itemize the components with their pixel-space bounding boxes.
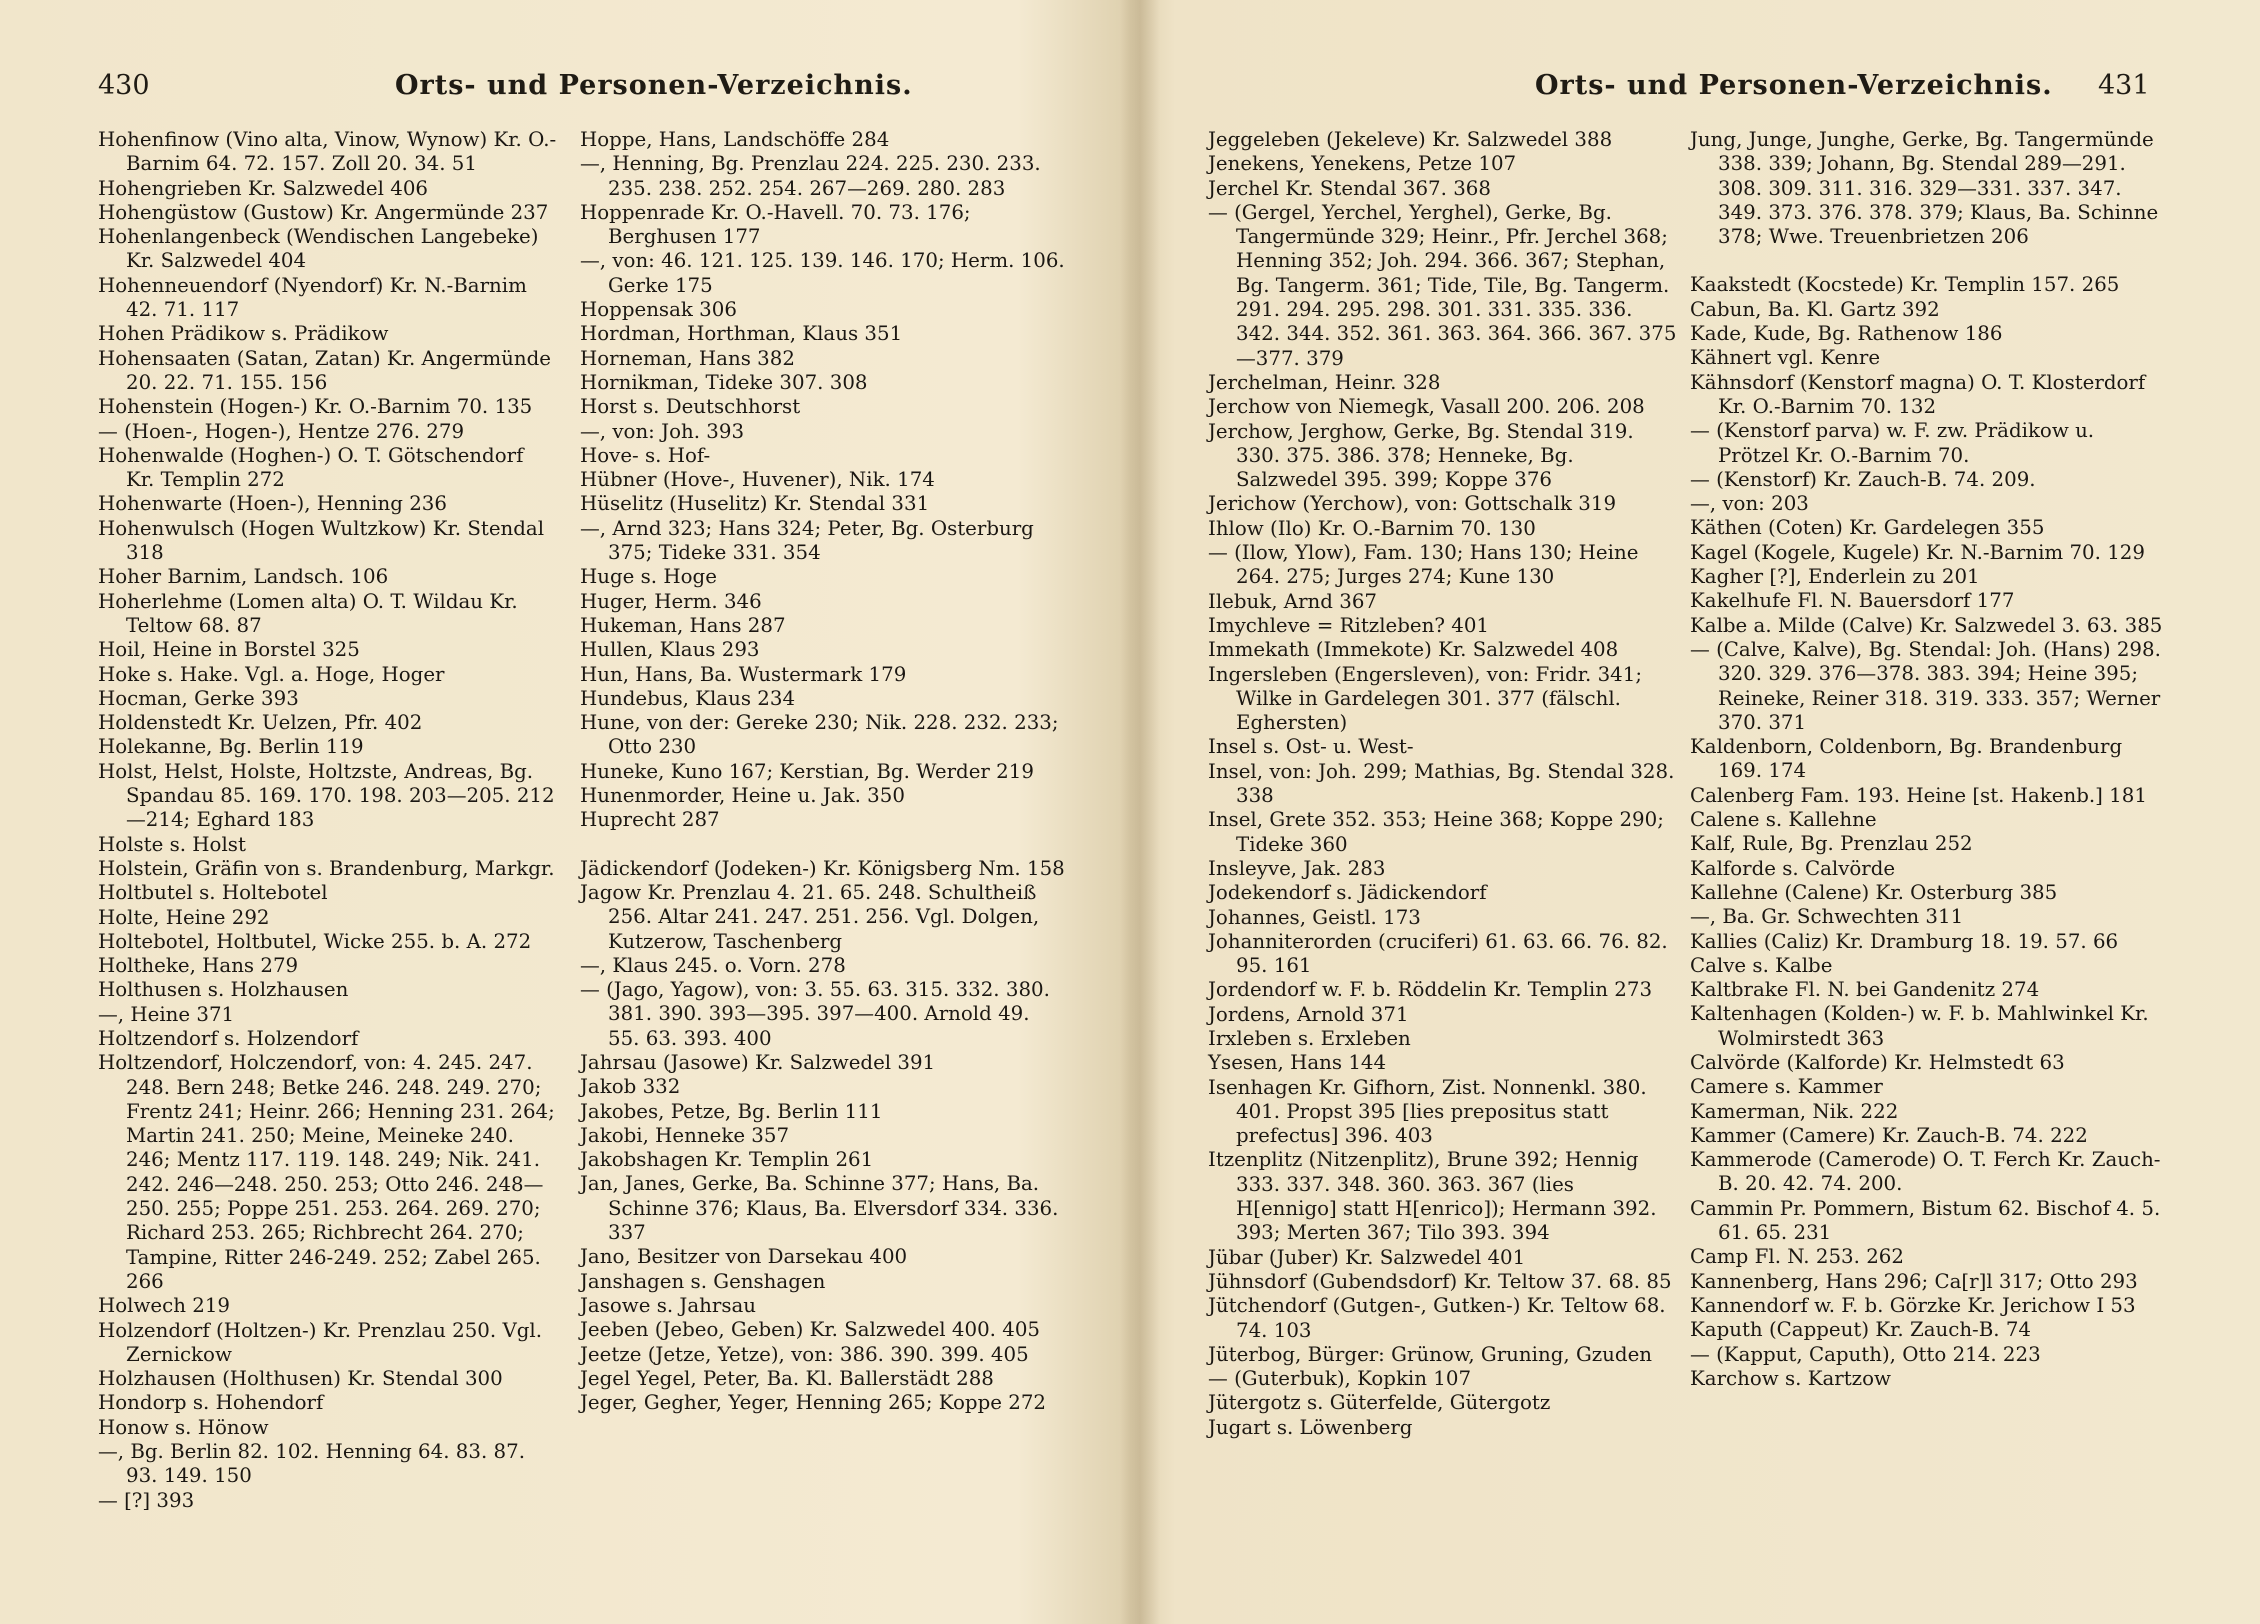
- index-entry: Horneman, Hans 382: [580, 346, 795, 370]
- index-entry: —, Arnd 323; Hans 324; Peter, Bg. Osterburg 375; Tideke 331. 354: [580, 516, 1034, 565]
- index-entry: Jüterbog, Bürger: Grünow, Gruning, Gzuden: [1208, 1342, 1653, 1366]
- index-entry: Kallies (Caliz) Kr. Dramburg 18. 19. 57. 66: [1690, 929, 2119, 953]
- right-column-2: [1690, 128, 2165, 1391]
- index-entry: Hüselitz (Huselitz) Kr. Stendal 331: [580, 492, 930, 516]
- index-entry: Jahrsau (Jasowe) Kr. Salzwedel 391: [580, 1050, 936, 1074]
- index-entry: Huge s. Hoge: [580, 565, 717, 589]
- section-gap: [580, 833, 1065, 857]
- index-entry: Hohengrieben Kr. Salzwedel 406: [98, 176, 429, 200]
- index-entry: Jerchow, Jerghow, Gerke, Bg. Stendal 319. 330. 375. 386. 378; Henneke, Bg. Salzwedel 395. 399; Koppe 376: [1208, 419, 1634, 492]
- index-entry: Kaltenhagen (Kolden-) w. F. b. Mahlwinkel Kr. Wolmirstedt 363: [1690, 1002, 2149, 1050]
- index-entry: Jegel Yegel, Peter, Ba. Kl. Ballerstädt 288: [580, 1366, 994, 1390]
- index-entry: —, Heine 371: [98, 1002, 235, 1026]
- index-entry: Hordman, Horthman, Klaus 351: [580, 322, 903, 346]
- index-entry: Jakobshagen Kr. Templin 261: [580, 1148, 874, 1172]
- right-page-number: 431: [2098, 70, 2150, 101]
- left-column-2: [580, 128, 1065, 1415]
- index-entry: — (Gergel, Yerchel, Yerghel), Gerke, Bg. Tangermünde 329; Heinr., Pfr. Jerchel 368; Henning 352; Joh. 294. 366. 367; Stephan, Bg. Tangerm. 361; Tide, Tile, Bg. Tangerm. 291. 294. 295. 298. 301. 331. 335. 336. 342. 344. 352. 361. 363. 364. 366. 367. 375—377. 379: [1208, 200, 1677, 370]
- index-entry: Jerchow von Niemegk, Vasall 200. 206. 208: [1208, 395, 1645, 419]
- index-entry: Holte, Heine 292: [98, 905, 270, 929]
- index-entry: Jakobes, Petze, Bg. Berlin 111: [580, 1099, 883, 1123]
- index-entry: Hundebus, Klaus 234: [580, 686, 796, 710]
- index-entry: —, von: 46. 121. 125. 139. 146. 170; Herm. 106. Gerke 175: [580, 249, 1065, 297]
- index-entry: Hohenfinow (Vino alta, Vinow, Wynow) Kr. O.-Barnim 64. 72. 157. Zoll 20. 34. 51: [98, 128, 557, 176]
- index-entry: Immekath (Immekote) Kr. Salzwedel 408: [1208, 638, 1619, 662]
- index-entry: Jeger, Gegher, Yeger, Henning 265; Koppe 272: [580, 1391, 1047, 1415]
- index-entry: Hoppensak 306: [580, 298, 737, 322]
- index-entry: Holstein, Gräfin von s. Brandenburg, Markgr.: [98, 856, 555, 880]
- index-entry: Kannenberg, Hans 296; Ca[r]l 317; Otto 293: [1690, 1269, 2138, 1293]
- index-entry: — [?] 393: [98, 1488, 195, 1512]
- right-header: [1130, 70, 2260, 110]
- index-entry: Janshagen s. Genshagen: [580, 1269, 826, 1293]
- index-entry: Ilebuk, Arnd 367: [1208, 589, 1378, 613]
- index-entry: Hohenstein (Hogen-) Kr. O.-Barnim 70. 135: [98, 395, 533, 419]
- index-entry: Kakelhufe Fl. N. Bauersdorf 177: [1690, 589, 2015, 613]
- index-entry: Hondorp s. Hohendorf: [98, 1391, 324, 1415]
- index-entry: Ingersleben (Engersleven), von: Fridr. 341; Wilke in Gardelegen 301. 377 (fälschl. Eghersten): [1208, 662, 1643, 735]
- index-entry: Kammer (Camere) Kr. Zauch-B. 74. 222: [1690, 1123, 2088, 1147]
- index-entry: Kammerode (Camerode) O. T. Ferch Kr. Zauch-B. 20. 42. 74. 200.: [1690, 1148, 2161, 1196]
- left-column-1: [98, 128, 558, 1513]
- index-entry: Hocman, Gerke 393: [98, 686, 299, 710]
- index-entry: Isenhagen Kr. Gifhorn, Zist. Nonnenkl. 380. 401. Propst 395 [lies prepositus statt prefectus] 396. 403: [1208, 1075, 1647, 1148]
- index-entry: Hohengüstow (Gustow) Kr. Angermünde 237: [98, 200, 549, 224]
- index-entry: Kähnert vgl. Kenre: [1690, 346, 1881, 370]
- index-entry: — (Kenstorf) Kr. Zauch-B. 74. 209.: [1690, 467, 2036, 491]
- index-entry: —, Klaus 245. o. Vorn. 278: [580, 953, 846, 977]
- index-entry: Jordendorf w. F. b. Röddelin Kr. Templin 273: [1208, 978, 1653, 1002]
- index-entry: Hune, von der: Gereke 230; Nik. 228. 232. 233; Otto 230: [580, 711, 1059, 759]
- index-entry: Cabun, Ba. Kl. Gartz 392: [1690, 297, 1940, 321]
- index-entry: Jung, Junge, Junghe, Gerke, Bg. Tangermünde 338. 339; Johann, Bg. Stendal 289—291. 308. 309. 311. 316. 329—331. 337. 347. 349. 373. 376. 378. 379; Klaus, Ba. Schinne 378; Wwe. Treuenbrietzen 206: [1690, 128, 2159, 249]
- index-entry: Hoppenrade Kr. O.-Havell. 70. 73. 176; Berghusen 177: [580, 200, 971, 249]
- index-entry: Käthen (Coten) Kr. Gardelegen 355: [1690, 516, 2045, 540]
- index-entry: Kaldenborn, Coldenborn, Bg. Brandenburg 169. 174: [1690, 735, 2123, 783]
- index-entry: Kalbe a. Milde (Calve) Kr. Salzwedel 3. 63. 385: [1690, 613, 2163, 637]
- index-entry: Holzhausen (Holthusen) Kr. Stendal 300: [98, 1367, 503, 1391]
- index-entry: — (Guterbuk), Kopkin 107: [1208, 1367, 1472, 1391]
- index-entry: Hoherlehme (Lomen alta) O. T. Wildau Kr. Teltow 68. 87: [98, 589, 518, 637]
- index-entry: Jenekens, Yenekens, Petze 107: [1208, 152, 1517, 176]
- left-page-number: 430: [98, 70, 150, 101]
- index-entry: Calene s. Kallehne: [1690, 808, 1877, 832]
- index-entry: Jakob 332: [580, 1075, 681, 1099]
- index-entry: Jerchelman, Heinr. 328: [1208, 370, 1441, 394]
- index-entry: Hohenneuendorf (Nyendorf) Kr. N.-Barnim 42. 71. 117: [98, 273, 527, 322]
- index-entry: Camp Fl. N. 253. 262: [1690, 1245, 1904, 1269]
- index-entry: Jütchendorf (Gutgen-, Gutken-) Kr. Teltow 68. 74. 103: [1208, 1294, 1666, 1342]
- index-entry: Kagher [?], Enderlein zu 201: [1690, 565, 1980, 589]
- index-entry: —, Henning, Bg. Prenzlau 224. 225. 230. 233. 235. 238. 252. 254. 267—269. 280. 283: [580, 152, 1041, 200]
- index-entry: — (Calve, Kalve), Bg. Stendal: Joh. (Hans) 298. 320. 329. 376—378. 383. 394; Heine 395; Reineke, Reiner 318. 319. 333. 357; Werner 370. 371: [1690, 637, 2161, 734]
- index-entry: Holwech 219: [98, 1294, 230, 1318]
- index-entry: Hohenwalde (Hoghen-) O. T. Götschendorf Kr. Templin 272: [98, 443, 524, 492]
- index-entry: Hohenwarte (Hoen-), Henning 236: [98, 492, 447, 516]
- index-entry: Jodekendorf s. Jädickendorf: [1208, 881, 1487, 905]
- index-entry: Hübner (Hove-, Huvener), Nik. 174: [580, 468, 935, 492]
- index-entry: Hoher Barnim, Landsch. 106: [98, 565, 389, 589]
- left-running-title: Orts- und Personen-Verzeichnis.: [395, 70, 913, 101]
- index-entry: Johanniterorden (cruciferi) 61. 63. 66. 76. 82. 95. 161: [1208, 929, 1668, 978]
- index-entry: Jordens, Arnold 371: [1208, 1002, 1409, 1026]
- index-entry: Hullen, Klaus 293: [580, 638, 760, 662]
- index-entry: Jerchel Kr. Stendal 367. 368: [1208, 176, 1491, 200]
- index-entry: — (Kenstorf parva) w. F. zw. Prädikow u. Prötzel Kr. O.-Barnim 70.: [1690, 419, 2095, 467]
- index-entry: Kaakstedt (Kocstede) Kr. Templin 157. 265: [1690, 273, 2120, 297]
- index-entry: Cammin Pr. Pommern, Bistum 62. Bischof 4. 5. 61. 65. 231: [1690, 1196, 2161, 1245]
- index-entry: Holtebotel, Holtbutel, Wicke 255. b. A. 272: [98, 929, 532, 953]
- index-entry: Kallehne (Calene) Kr. Osterburg 385: [1690, 880, 2058, 904]
- index-entry: Kalf, Rule, Bg. Prenzlau 252: [1690, 832, 1973, 856]
- index-entry: Hove- s. Hof-: [580, 443, 711, 467]
- index-entry: Honow s. Hönow: [98, 1415, 269, 1439]
- index-entry: Camere s. Kammer: [1690, 1075, 1883, 1099]
- right-running-title: Orts- und Personen-Verzeichnis.: [1535, 70, 2053, 101]
- index-entry: Hukeman, Hans 287: [580, 613, 786, 637]
- index-entry: Huneke, Kuno 167; Kerstian, Bg. Werder 219: [580, 759, 1034, 783]
- index-entry: Jasowe s. Jahrsau: [580, 1293, 757, 1317]
- index-entry: Irxleben s. Erxleben: [1208, 1026, 1411, 1050]
- index-entry: Insel, von: Joh. 299; Mathias, Bg. Stendal 328. 338: [1208, 759, 1675, 808]
- index-entry: Johannes, Geistl. 173: [1208, 905, 1421, 929]
- index-entry: Holtbutel s. Holtebotel: [98, 881, 328, 905]
- index-entry: Karchow s. Kartzow: [1690, 1366, 1891, 1390]
- index-entry: Holdenstedt Kr. Uelzen, Pfr. 402: [98, 711, 423, 735]
- right-column-1: [1208, 128, 1678, 1440]
- index-entry: Hohenwulsch (Hogen Wultzkow) Kr. Stendal 318: [98, 516, 545, 565]
- index-entry: Kalforde s. Calvörde: [1690, 856, 1896, 880]
- index-entry: Hoppe, Hans, Landschöffe 284: [580, 128, 890, 151]
- index-entry: Jeggeleben (Jekeleve) Kr. Salzwedel 388: [1208, 128, 1613, 151]
- index-entry: Holekanne, Bg. Berlin 119: [98, 735, 364, 759]
- index-entry: Kannendorf w. F. b. Görzke Kr. Jerichow I 53: [1690, 1293, 2136, 1317]
- section-gap: [1690, 249, 2165, 273]
- index-entry: — (Kapput, Caputh), Otto 214. 223: [1690, 1342, 2041, 1366]
- index-entry: Holste s. Holst: [98, 832, 246, 856]
- index-entry: Jano, Besitzer von Darsekau 400: [580, 1245, 908, 1269]
- index-entry: Jagow Kr. Prenzlau 4. 21. 65. 248. Schultheiß 256. Altar 241. 247. 251. 256. Vgl. Dolgen, Kutzerow, Taschenberg: [580, 880, 1040, 953]
- index-entry: —, von: 203: [1690, 492, 1809, 516]
- index-entry: Kade, Kude, Bg. Rathenow 186: [1690, 322, 2003, 346]
- index-entry: Jütergotz s. Güterfelde, Gütergotz: [1208, 1391, 1551, 1415]
- index-entry: Hunenmorder, Heine u. Jak. 350: [580, 784, 905, 808]
- index-entry: Calenberg Fam. 193. Heine [st. Hakenb.] 181: [1690, 783, 2147, 807]
- index-entry: Horst s. Deutschhorst: [580, 395, 801, 419]
- index-entry: Hoke s. Hake. Vgl. a. Hoge, Hoger: [98, 662, 445, 686]
- index-entry: Kaltbrake Fl. N. bei Gandenitz 274: [1690, 978, 2040, 1002]
- index-entry: Jühnsdorf (Gubendsdorf) Kr. Teltow 37. 68. 85: [1208, 1269, 1672, 1293]
- index-entry: Kaputh (Cappeut) Kr. Zauch-B. 74: [1690, 1318, 2032, 1342]
- index-entry: — (Hoen-, Hogen-), Hentze 276. 279: [98, 419, 465, 443]
- index-entry: —, Bg. Berlin 82. 102. Henning 64. 83. 87. 93. 149. 150: [98, 1440, 525, 1488]
- index-entry: Hun, Hans, Ba. Wustermark 179: [580, 662, 907, 686]
- index-entry: Kähnsdorf (Kenstorf magna) O. T. Klosterdorf Kr. O.-Barnim 70. 132: [1690, 370, 2146, 418]
- index-entry: Holst, Helst, Holste, Holtzste, Andreas, Bg. Spandau 85. 169. 170. 198. 203—205. 212—214; Eghard 183: [98, 759, 555, 832]
- index-entry: Jan, Janes, Gerke, Ba. Schinne 377; Hans, Ba. Schinne 376; Klaus, Ba. Elversdorf 334. 336. 337: [580, 1172, 1059, 1245]
- index-entry: Insleyve, Jak. 283: [1208, 856, 1386, 880]
- index-entry: Holtzendorf s. Holzendorf: [98, 1026, 359, 1050]
- index-entry: Kagel (Kogele, Kugele) Kr. N.-Barnim 70. 129: [1690, 540, 2145, 564]
- right-page: [1130, 0, 2260, 1624]
- index-entry: Calvörde (Kalforde) Kr. Helmstedt 63: [1690, 1050, 2065, 1074]
- index-entry: Ysesen, Hans 144: [1208, 1051, 1387, 1075]
- index-entry: Hornikman, Tideke 307. 308: [580, 370, 868, 394]
- index-entry: Holzendorf (Holtzen-) Kr. Prenzlau 250. Vgl. Zernickow: [98, 1318, 543, 1366]
- index-entry: Jeetze (Jetze, Yetze), von: 386. 390. 399. 405: [580, 1342, 1029, 1366]
- index-entry: Hohen Prädikow s. Prädikow: [98, 322, 389, 346]
- index-entry: Jerichow (Yerchow), von: Gottschalk 319: [1208, 492, 1617, 516]
- index-entry: Insel s. Ost- u. West-: [1208, 735, 1414, 759]
- index-entry: Itzenplitz (Nitzenplitz), Brune 392; Hennig 333. 337. 348. 360. 363. 367 (lies H[ennigo] statt H[enrico]); Hermann 392. 393; Merten 367; Tilo 393. 394: [1208, 1148, 1657, 1245]
- index-entry: Jakobi, Henneke 357: [580, 1123, 790, 1147]
- index-entry: Jübar (Juber) Kr. Salzwedel 401: [1208, 1245, 1526, 1269]
- index-entry: Holtzendorf, Holczendorf, von: 4. 245. 247. 248. Bern 248; Betke 246. 248. 249. 270; Frentz 241; Heinr. 266; Henning 231. 264; Martin 241. 250; Meine, Meineke 240. 246; Mentz 117. 119. 148. 249; Nik. 241. 242. 246—248. 250. 253; Otto 246. 248—250. 255; Poppe 251. 253. 264. 269. 270; Richard 253. 265; Richbrecht 264. 270; Tampine, Ritter 246-249. 252; Zabel 265. 266: [98, 1051, 555, 1293]
- index-entry: Jädickendorf (Jodeken-) Kr. Königsberg Nm. 158: [580, 856, 1065, 880]
- index-entry: Kamerman, Nik. 222: [1690, 1099, 1899, 1123]
- index-entry: Holthusen s. Holzhausen: [98, 978, 349, 1002]
- index-entry: —, Ba. Gr. Schwechten 311: [1690, 905, 1964, 929]
- index-entry: —, von: Joh. 393: [580, 419, 745, 443]
- index-entry: Imychleve = Ritzleben? 401: [1208, 613, 1490, 637]
- index-entry: Ihlow (Ilo) Kr. O.-Barnim 70. 130: [1208, 516, 1536, 540]
- index-entry: Hohensaaten (Satan, Zatan) Kr. Angermünde 20. 22. 71. 155. 156: [98, 346, 552, 394]
- index-entry: — (Jago, Yagow), von: 3. 55. 63. 315. 332. 380. 381. 390. 393—395. 397—400. Arnold 49. 55. 63. 393. 400: [580, 978, 1050, 1050]
- left-header: [0, 70, 1130, 110]
- index-entry: Insel, Grete 352. 353; Heine 368; Koppe 290; Tideke 360: [1208, 808, 1664, 856]
- index-entry: Jeeben (Jebeo, Geben) Kr. Salzwedel 400. 405: [580, 1318, 1041, 1342]
- index-entry: Holtheke, Hans 279: [98, 954, 299, 978]
- index-entry: — (Ilow, Ylow), Fam. 130; Hans 130; Heine 264. 275; Jurges 274; Kune 130: [1208, 541, 1639, 589]
- index-entry: Huger, Herm. 346: [580, 589, 762, 613]
- index-entry: Huprecht 287: [580, 808, 720, 832]
- index-entry: Hohenlangenbeck (Wendischen Langebeke) Kr. Salzwedel 404: [98, 225, 539, 273]
- index-entry: Calve s. Kalbe: [1690, 953, 1833, 977]
- index-entry: Jugart s. Löwenberg: [1208, 1415, 1413, 1439]
- index-entry: Hoil, Heine in Borstel 325: [98, 638, 360, 662]
